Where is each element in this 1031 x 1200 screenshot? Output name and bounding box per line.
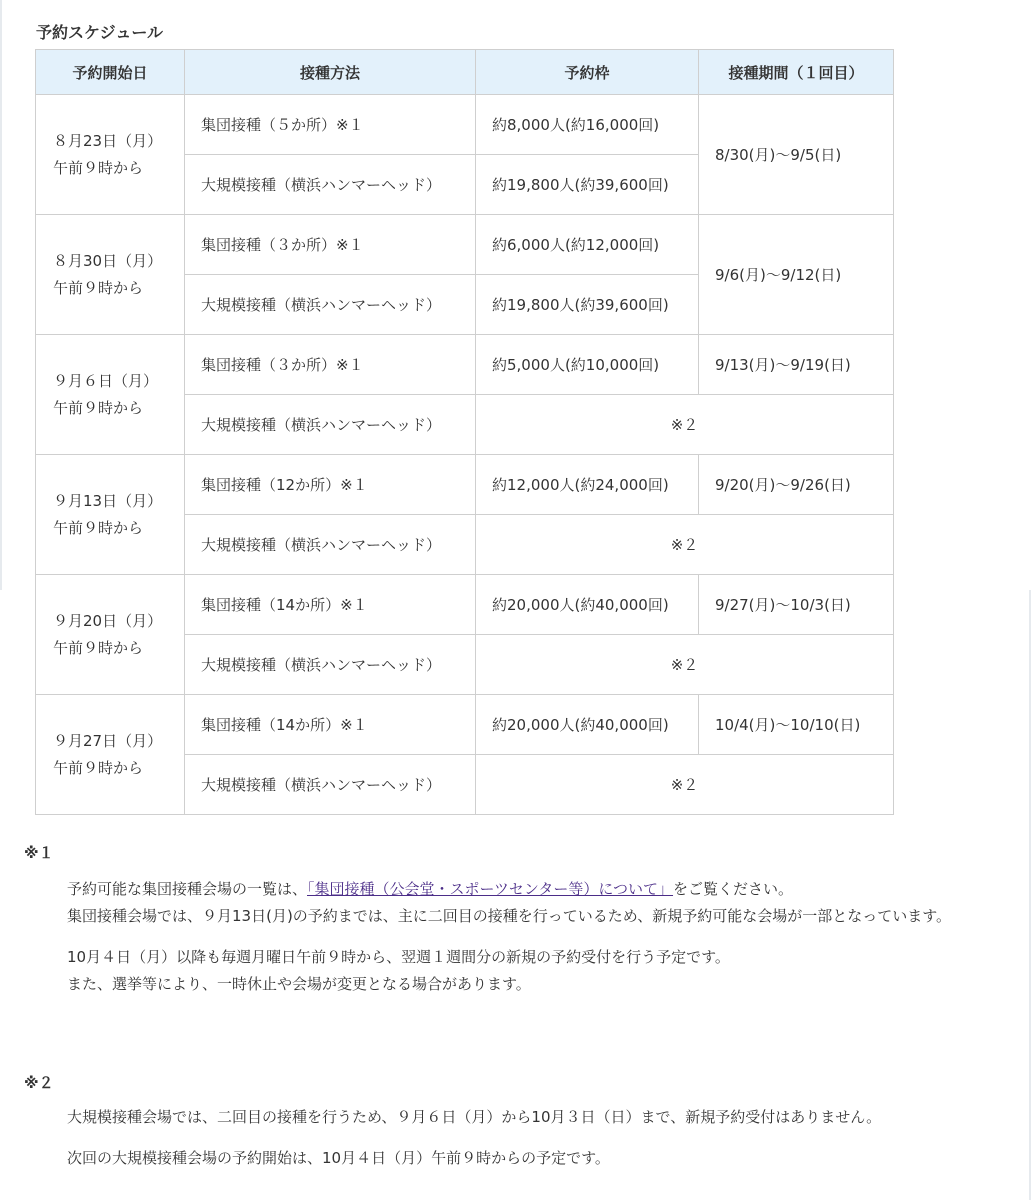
slots-cell: 約12,000人(約24,000回): [476, 455, 699, 515]
column-header-method: 接種方法: [185, 50, 476, 95]
note-ref-cell: ※２: [476, 395, 894, 455]
start-date: ８月30日（月）: [53, 251, 163, 270]
note-ref-cell: ※２: [476, 755, 894, 815]
slots-cell: 約20,000人(約40,000回): [476, 695, 699, 755]
note1-text: 予約可能な集団接種会場の一覧は、: [67, 880, 308, 898]
start-time: 午前９時から: [53, 278, 144, 297]
start-time: 午前９時から: [53, 398, 144, 417]
start-date: ９月20日（月）: [53, 611, 163, 630]
note1-body: [67, 876, 992, 998]
note2-heading: ※２: [24, 1074, 54, 1092]
slots-cell: 約6,000人(約12,000回): [476, 215, 699, 275]
table-row: [36, 335, 894, 395]
column-header-period: 接種期間（１回目）: [699, 50, 894, 95]
period-cell: 9/6(月)～9/12(日): [699, 215, 894, 335]
method-cell: 集団接種（３か所）※１: [185, 335, 476, 395]
period-cell: 9/13(月)～9/19(日): [699, 335, 894, 395]
method-cell: 集団接種（５か所）※１: [185, 95, 476, 155]
start-time: 午前９時から: [53, 758, 144, 777]
note1-paragraph: また、選挙等により、一時休止や会場が変更となる場合があります。: [67, 975, 531, 993]
method-cell: 大規模接種（横浜ハンマーヘッド）: [185, 275, 476, 335]
note-ref-cell: ※２: [476, 515, 894, 575]
table-row: [36, 215, 894, 275]
note1-paragraph: 集団接種会場では、９月13日(月)の予約までは、主に二回目の接種を行っているため、新規予約可能な会場が一部となっています。: [67, 907, 951, 925]
method-cell: 集団接種（３か所）※１: [185, 215, 476, 275]
slots-cell: 約8,000人(約16,000回): [476, 95, 699, 155]
start-time: 午前９時から: [53, 518, 144, 537]
note1-paragraph: [67, 876, 992, 903]
note2-body: [67, 1104, 992, 1172]
start-time: 午前９時から: [53, 638, 144, 657]
table-header-row: [36, 50, 894, 95]
start-date-cell: [36, 455, 185, 575]
start-date: ９月６日（月）: [53, 371, 159, 390]
start-time: 午前９時から: [53, 158, 144, 177]
start-date: ９月27日（月）: [53, 731, 163, 750]
section-heading: 予約スケジュール: [36, 23, 164, 42]
note-ref-cell: ※２: [476, 635, 894, 695]
method-cell: 大規模接種（横浜ハンマーヘッド）: [185, 635, 476, 695]
method-cell: 集団接種（14か所）※１: [185, 695, 476, 755]
note2-paragraph: 大規模接種会場では、二回目の接種を行うため、９月６日（月）から10月３日（日）まで、新規予約受付はありません。: [67, 1108, 882, 1126]
table-row: [36, 95, 894, 155]
schedule-table: [35, 49, 894, 815]
slots-cell: 約5,000人(約10,000回): [476, 335, 699, 395]
start-date-cell: [36, 335, 185, 455]
start-date-cell: [36, 575, 185, 695]
slots-cell: 約19,800人(約39,600回): [476, 155, 699, 215]
left-border-rule: [0, 0, 2, 590]
method-cell: 集団接種（12か所）※１: [185, 455, 476, 515]
table-row: [36, 575, 894, 635]
period-cell: 8/30(月)～9/5(日): [699, 95, 894, 215]
method-cell: 大規模接種（横浜ハンマーヘッド）: [185, 515, 476, 575]
slots-cell: 約20,000人(約40,000回): [476, 575, 699, 635]
period-cell: 10/4(月)～10/10(日): [699, 695, 894, 755]
start-date-cell: [36, 215, 185, 335]
start-date: ８月23日（月）: [53, 131, 163, 150]
start-date: ９月13日（月）: [53, 491, 163, 510]
group-vaccination-link[interactable]: 「集団接種（公会堂・スポーツセンター等）について」: [307, 880, 674, 898]
note2-paragraph: 次回の大規模接種会場の予約開始は、10月４日（月）午前９時からの予定です。: [67, 1149, 610, 1167]
table-row: [36, 695, 894, 755]
method-cell: 集団接種（14か所）※１: [185, 575, 476, 635]
note1-heading: ※１: [24, 844, 54, 862]
column-header-slots: 予約枠: [476, 50, 699, 95]
method-cell: 大規模接種（横浜ハンマーヘッド）: [185, 395, 476, 455]
slots-cell: 約19,800人(約39,600回): [476, 275, 699, 335]
table-row: [36, 455, 894, 515]
note1-text: をご覧ください。: [673, 880, 794, 898]
note1-paragraph: 10月４日（月）以降も毎週月曜日午前９時から、翌週１週間分の新規の予約受付を行う予定です。: [67, 948, 730, 966]
period-cell: 9/20(月)～9/26(日): [699, 455, 894, 515]
column-header-start-date: 予約開始日: [36, 50, 185, 95]
method-cell: 大規模接種（横浜ハンマーヘッド）: [185, 755, 476, 815]
method-cell: 大規模接種（横浜ハンマーヘッド）: [185, 155, 476, 215]
start-date-cell: [36, 695, 185, 815]
period-cell: 9/27(月)～10/3(日): [699, 575, 894, 635]
start-date-cell: [36, 95, 185, 215]
